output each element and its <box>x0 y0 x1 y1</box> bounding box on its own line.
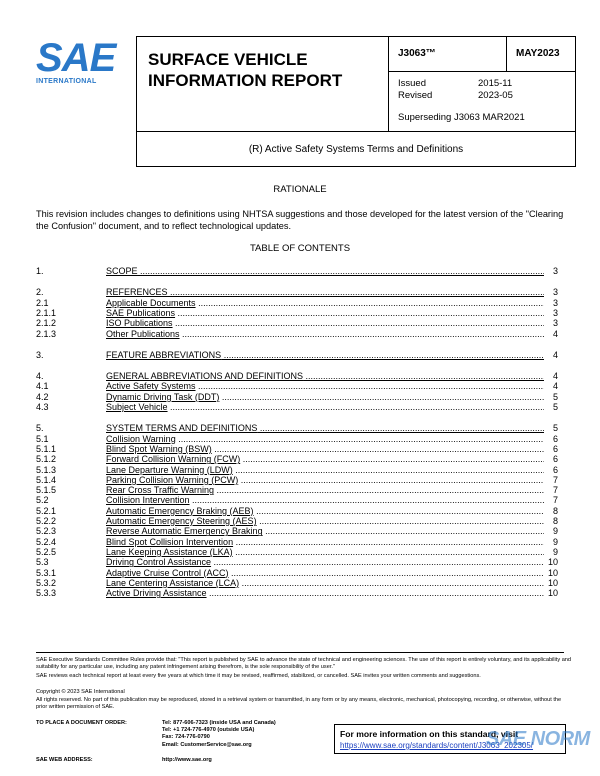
tel-international: Tel: +1 724-776-4970 (outside USA) <box>162 727 255 734</box>
toc-entry-number: 5. <box>36 423 44 434</box>
copyright: Copyright © 2023 SAE International <box>36 689 125 695</box>
more-info-link[interactable]: https://www.sae.org/standards/content/J3063_202305/ <box>340 741 534 750</box>
toc-entry-number: 5.3.2 <box>36 577 57 588</box>
footer-divider <box>36 652 564 653</box>
toc-entry-number: 2.1.3 <box>36 328 57 339</box>
sae-logo <box>36 38 126 85</box>
order-label: TO PLACE A DOCUMENT ORDER: <box>36 720 127 726</box>
logo-subtext: INTERNATIONAL <box>36 78 97 85</box>
toc-entry-page: 3 <box>546 318 558 329</box>
toc-entry-number: 5.2.2 <box>36 516 57 526</box>
toc-entry-number: 5.1.2 <box>36 454 57 465</box>
toc-entry-page: 5 <box>546 423 558 434</box>
toc-entry-page: 10 <box>547 567 558 578</box>
toc-entry-title-text: SAE Publications <box>106 307 176 318</box>
toc-entry-page: 9 <box>546 537 558 548</box>
revised-label: Revised <box>398 90 433 101</box>
toc-entry-title-text: Applicable Documents <box>106 297 196 308</box>
web-label: SAE WEB ADDRESS: <box>36 757 93 763</box>
toc-entry-title-text: Blind Spot Warning (BSW) <box>106 443 212 454</box>
toc-entry[interactable] <box>36 402 558 413</box>
toc-entry-page: 10 <box>547 577 558 588</box>
toc-entry-page: 7 <box>546 485 558 496</box>
toc-entry-title-text: SYSTEM TERMS AND DEFINITIONS <box>106 423 258 434</box>
toc-entry-page: 3 <box>546 298 558 309</box>
toc-entry-number: 5.2 <box>36 495 49 506</box>
superseding: Superseding J3063 MAR2021 <box>398 112 525 123</box>
toc-entry-title-text: FEATURE ABBREVIATIONS <box>106 349 222 360</box>
toc-entry-page: 10 <box>547 588 558 599</box>
toc-entry-number: 5.2.5 <box>36 546 57 557</box>
review-policy: SAE reviews each technical report at least every five years at which time it may be revised, reaffirmed, stabilized, or cancelled. SAE invites your written comments and suggestions. <box>36 673 481 679</box>
toc-entry-page: 9 <box>546 526 558 537</box>
toc-entry-page: 4 <box>546 381 558 392</box>
toc-entry-number: 5.2.1 <box>36 505 57 516</box>
toc-entry-number: 5.3.3 <box>36 588 57 599</box>
issued-value: 2015-11 <box>478 78 513 89</box>
tel-domestic: Tel: 877-606-7323 (inside USA and Canada) <box>162 720 276 726</box>
toc-entry[interactable] <box>36 329 558 340</box>
toc-entry-title-text: Other Publications <box>106 328 180 339</box>
toc-entry[interactable] <box>36 350 558 361</box>
issued-label: Issued <box>398 78 426 89</box>
toc-entry-title-text: Reverse Automatic Emergency Braking <box>106 526 263 537</box>
toc-entry-page: 4 <box>546 350 558 361</box>
toc-entry-title-text: REFERENCES <box>106 287 168 298</box>
toc-entry-number: 5.1.5 <box>36 485 57 496</box>
toc-entry[interactable] <box>36 266 558 277</box>
toc-entry-page: 6 <box>546 454 558 465</box>
toc-entry-page: 3 <box>546 308 558 319</box>
toc-entry-page: 4 <box>546 371 558 382</box>
toc-entry-page: 8 <box>546 506 558 517</box>
toc-entry-title-text: Lane Centering Assistance (LCA) <box>106 577 240 588</box>
watermark: SAE NORM <box>486 728 590 750</box>
toc-entry-title-text: SCOPE <box>106 266 138 276</box>
toc-entry-title-text: ISO Publications <box>106 318 173 329</box>
rationale-text: This revision includes changes to definitions using NHTSA suggestions and those developed for the latest version of the "Clearing the Confusion" document, and to reflect technological updates. <box>36 209 564 231</box>
toc-entry-number: 4.1 <box>36 381 49 392</box>
logo-text: SAE <box>36 36 116 80</box>
toc-entry-title-text: Forward Collision Warning (FCW) <box>106 454 241 465</box>
toc-entry-page: 3 <box>546 266 558 277</box>
toc-entry-title-text: Driving Control Assistance <box>106 557 212 568</box>
toc-entry-number: 5.3 <box>36 557 49 568</box>
toc-entry-number: 4.2 <box>36 391 49 402</box>
toc-heading: TABLE OF CONTENTS <box>249 243 351 254</box>
toc-entry-title-text: Active Driving Assistance <box>106 588 207 599</box>
toc-entry-title-text: Active Safety Systems <box>106 381 196 392</box>
toc-entry-title-text: Parking Collision Warning (PCW) <box>106 474 239 485</box>
report-type-line2: INFORMATION REPORT <box>148 71 343 90</box>
toc-entry-number: 5.1 <box>36 433 49 444</box>
toc-entry-page: 7 <box>546 475 558 486</box>
toc-entry-title[interactable] <box>106 588 544 599</box>
toc-entry-page: 5 <box>546 402 558 413</box>
toc-entry-title-text: Rear Cross Traffic Warning <box>106 485 215 496</box>
more-info-text: For more information on this standard, visit <box>340 729 519 739</box>
toc-entry-title-text: GENERAL ABBREVIATIONS AND DEFINITIONS <box>106 371 304 382</box>
toc-entry-title-text: Blind Spot Collision Intervention <box>106 536 234 547</box>
toc-entry-number: 1. <box>36 266 44 276</box>
toc-entry-page: 6 <box>546 465 558 476</box>
toc-entry-number: 4. <box>36 371 44 382</box>
toc-entry-title-text: Lane Keeping Assistance (LKA) <box>106 546 233 557</box>
toc-entry-title-text: Automatic Emergency Braking (AEB) <box>106 505 254 516</box>
toc-entry-title[interactable] <box>106 329 544 340</box>
toc-entry-title-text: Collision Intervention <box>106 495 190 506</box>
email[interactable]: Email: CustomerService@sae.org <box>162 741 252 748</box>
toc-entry-number: 5.3.1 <box>36 567 57 578</box>
toc-entry-number: 3. <box>36 349 44 360</box>
toc-entry-number: 2.1.2 <box>36 318 57 329</box>
rights-statement: All rights reserved. No part of this publication may be reproduced, stored in a retrieval system or transmitted, in any form or by any means, electronic, mechanical, photocopying, recording, or otherwise, without the prior written permission of SAE. <box>36 697 562 710</box>
toc-entry-number: 5.2.3 <box>36 526 57 537</box>
toc-entry-page: 8 <box>546 516 558 527</box>
toc-entry-number: 2.1.1 <box>36 307 57 318</box>
toc-entry-title[interactable] <box>106 402 544 413</box>
doc-date: MAY2023 <box>516 48 560 59</box>
toc-entry-number: 5.1.1 <box>36 443 57 454</box>
toc-entry-title-text: Collision Warning <box>106 433 176 444</box>
toc-entry-title-text: Adaptive Cruise Control (ACC) <box>106 567 229 578</box>
fax: Fax: 724-776-0790 <box>162 734 210 741</box>
toc-entry[interactable] <box>36 588 558 599</box>
web-address[interactable]: http://www.sae.org <box>162 757 212 763</box>
toc-entry-title-text: Dynamic Driving Task (DDT) <box>106 391 220 402</box>
toc-entry-number: 2.1 <box>36 297 49 308</box>
rationale-heading: RATIONALE <box>273 184 327 195</box>
toc-entry-page: 10 <box>547 557 558 568</box>
committee-rules: SAE Executive Standards Committee Rules provide that: "This report is published by SAE to advance the state of technical and engineering sciences. The use of this report is entirely voluntary, and its applicability and suitability for any particular use, including any patent infringement arising therefrom, is the sole responsibility of the user." <box>36 657 572 670</box>
toc-entry-title-text: Lane Departure Warning (LDW) <box>106 464 233 475</box>
toc-entry-title[interactable] <box>106 350 544 361</box>
toc-entry-page: 5 <box>546 392 558 403</box>
doc-number: J3063™ <box>398 48 436 59</box>
doc-title: (R) Active Safety Systems Terms and Definitions <box>248 144 464 155</box>
order-contacts <box>162 720 276 749</box>
revised-value: 2023-05 <box>478 90 513 101</box>
toc-entry-number: 2. <box>36 287 44 298</box>
toc-entry-number: 5.1.3 <box>36 464 57 475</box>
toc-entry-page: 3 <box>546 287 558 298</box>
toc-entry-page: 6 <box>546 444 558 455</box>
toc-entry-page: 6 <box>546 434 558 445</box>
toc-entry-number: 5.2.4 <box>36 536 57 547</box>
toc-entry-title-text: Subject Vehicle <box>106 402 168 412</box>
toc-entry-page: 4 <box>546 329 558 340</box>
report-type-line1: SURFACE VEHICLE <box>148 50 308 69</box>
toc-entry-number: 4.3 <box>36 402 49 412</box>
toc-entry-number: 5.1.4 <box>36 474 57 485</box>
toc-entry-title[interactable] <box>106 266 544 277</box>
toc-entry-title-text: Automatic Emergency Steering (AES) <box>106 516 257 526</box>
toc-entry-page: 9 <box>546 547 558 558</box>
toc-entry-page: 7 <box>546 495 558 506</box>
